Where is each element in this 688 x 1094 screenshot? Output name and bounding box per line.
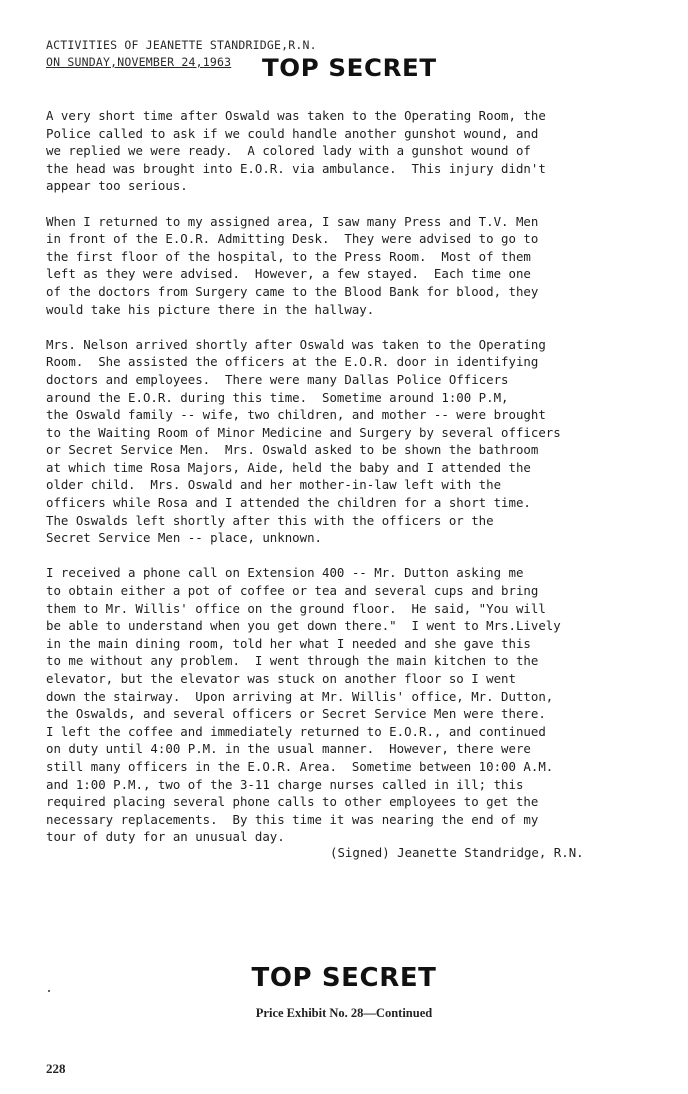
text-line: doctors and employees. There were many Dallas Police Officers — [46, 371, 509, 387]
text-line: in the main dining room, told her what I needed and she gave this — [46, 635, 531, 651]
text-line: officers while Rosa and I attended the children for a short time. — [46, 495, 531, 511]
text-line: Secret Service Men -- place, unknown. — [46, 530, 323, 546]
text-line: to the Waiting Room of Minor Medicine and Surgery by several officers — [46, 424, 561, 440]
text-line: required placing several phone calls to other employees to get the — [46, 794, 539, 810]
text-line: Room. She assisted the officers at the E.O.R. door in identifying — [46, 354, 539, 370]
text-line: to me without any problem. I went through the main kitchen to the — [46, 653, 539, 669]
text-line: When I returned to my assigned area, I saw many Press and T.V. Men — [46, 213, 539, 229]
text-line: left as they were advised. However, a few stayed. Each time one — [46, 266, 531, 282]
paragraph-3 — [46, 336, 676, 547]
text-line: Police called to ask if we could handle another gunshot wound, and — [46, 125, 539, 141]
text-line: elevator, but the elevator was stuck on another floor so I went — [46, 671, 516, 686]
document-body — [46, 107, 676, 864]
page-number: 228 — [46, 1061, 66, 1076]
text-line: appear too serious. — [46, 178, 188, 194]
paragraph-2 — [46, 213, 676, 319]
signature-line: (Signed) Jeanette Standridge, R.N. — [330, 845, 584, 860]
text-line: them to Mr. Willis' office on the ground floor. He said, "You will — [46, 600, 546, 616]
top-secret-stamp-bottom: TOP SECRET — [251, 963, 437, 993]
scan-speck — [48, 990, 50, 992]
text-line: I left the coffee and immediately returned to E.O.R., and continued — [46, 723, 546, 739]
text-line: or Secret Service Men. Mrs. Oswald asked to be shown the bathroom — [46, 442, 539, 458]
text-line: older child. Mrs. Oswald and her mother-in-law left with the — [46, 477, 502, 493]
text-line: on duty until 4:00 P.M. in the usual manner. However, there were — [46, 741, 531, 757]
text-line: we replied we were ready. A colored lady with a gunshot wound of — [46, 143, 531, 159]
text-line: Mrs. Nelson arrived shortly after Oswald was taken to the Operating — [46, 336, 546, 352]
document-header-line-1: ACTIVITIES OF JEANETTE STANDRIDGE,R.N. — [46, 38, 317, 52]
exhibit-caption: Price Exhibit No. 28—Continued — [255, 1006, 433, 1020]
text-line: and 1:00 P.M., two of the 3-11 charge nurses called in ill; this — [46, 776, 524, 792]
text-line: would take his picture there in the hallway. — [46, 301, 375, 317]
text-line: The Oswalds left shortly after this with the officers or the — [46, 512, 494, 528]
document-header-line-2: ON SUNDAY,NOVEMBER 24,1963 — [46, 55, 232, 69]
text-line: the Oswalds, and several officers or Secret Service Men were there. — [46, 706, 546, 722]
text-line: the first floor of the hospital, to the Press Room. Most of them — [46, 248, 531, 264]
text-line: the head was brought into E.O.R. via ambulance. This injury didn't — [46, 160, 546, 176]
text-line: still many officers in the E.O.R. Area. Sometime between 10:00 A.M. — [46, 758, 554, 774]
text-line: I received a phone call on Extension 400 -- Mr. Dutton asking me — [46, 565, 524, 581]
text-line: the Oswald family -- wife, two children, and mother -- were brought — [46, 407, 546, 423]
text-line: tour of duty for an unusual day. — [46, 829, 285, 845]
text-line: be able to understand when you get down there." I went to Mrs.Lively — [46, 618, 561, 634]
text-line: at which time Rosa Majors, Aide, held the baby and I attended the — [46, 459, 531, 475]
text-line: of the doctors from Surgery came to the Blood Bank for blood, they — [46, 283, 539, 299]
text-line: A very short time after Oswald was taken to the Operating Room, the — [46, 108, 546, 123]
paragraph-4 — [46, 564, 676, 846]
paragraph-1 — [46, 107, 676, 195]
text-line: necessary replacements. By this time it was nearing the end of my — [46, 811, 539, 827]
text-line: in front of the E.O.R. Admitting Desk. They were advised to go to — [46, 231, 539, 247]
text-line: to obtain either a pot of coffee or tea and several cups and bring — [46, 583, 539, 599]
text-line: around the E.O.R. during this time. Sometime around 1:00 P.M, — [46, 389, 509, 405]
text-line: down the stairway. Upon arriving at Mr. Willis' office, Mr. Dutton, — [46, 688, 554, 704]
top-secret-stamp-top: TOP SECRET — [262, 54, 437, 82]
